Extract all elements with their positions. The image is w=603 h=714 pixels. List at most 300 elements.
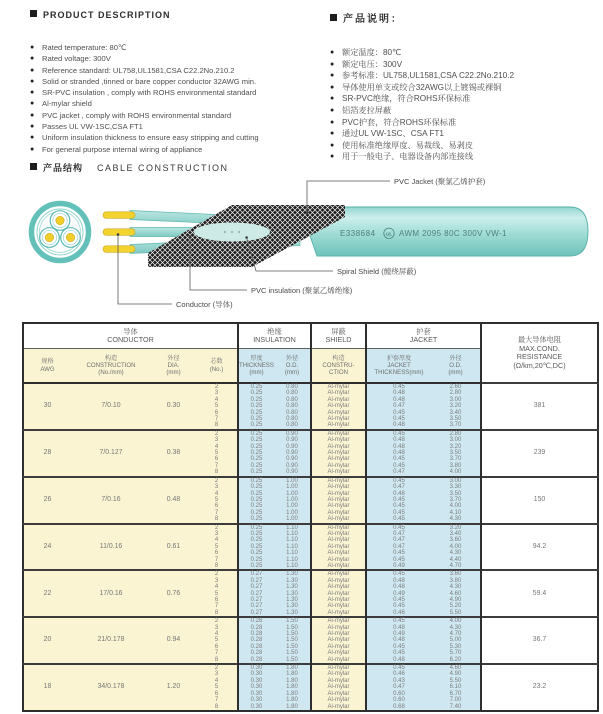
product-notes-title-text: 产品说明： — [343, 14, 403, 25]
resistance-cell: 381 — [481, 383, 598, 430]
ins-thickness-cell: 0.28 — [238, 637, 274, 643]
jacket-od-cell: 3.60 — [431, 570, 481, 577]
cores-cell: 2 — [196, 383, 238, 390]
shield-cell: Al-mylar — [311, 617, 366, 624]
ins-od-cell: 1.00 — [274, 497, 311, 503]
group-label-zh: 导体 — [123, 326, 138, 336]
jacket-od-cell: 3.50 — [431, 416, 481, 422]
jacket-od-cell: 3.70 — [431, 456, 481, 462]
ins-od-cell: 0.80 — [274, 416, 311, 422]
ins-thickness-cell: 0.25 — [238, 557, 274, 563]
jacket-thickness-cell: 0.48 — [366, 637, 431, 643]
ins-od-cell: 0.90 — [274, 437, 311, 443]
ins-thickness-cell: 0.25 — [238, 491, 274, 497]
ins-od-cell: 0.90 — [274, 444, 311, 450]
header-line: O.D. — [449, 361, 462, 369]
cores-cell: 7 — [196, 650, 238, 656]
header-line: (Ω/km,20℃,DC) — [513, 360, 566, 370]
subheader-ins-od — [274, 349, 311, 384]
bullet-item: ● 用于一般电子、电器设备内部连接线 — [330, 151, 598, 163]
jacket-od-cell: 3.40 — [431, 410, 481, 416]
ins-thickness-cell: 0.25 — [238, 537, 274, 543]
ins-thickness-cell: 0.30 — [238, 704, 274, 711]
header-line: CONSTRUCTION — [86, 361, 136, 369]
shield-cell: Al-mylar — [311, 644, 366, 650]
jacket-od-cell: 5.00 — [431, 637, 481, 643]
cores-cell: 5 — [196, 497, 238, 503]
dia-cell: 0.38 — [151, 430, 196, 477]
jacket-od-cell: 3.30 — [431, 484, 481, 490]
jacket-thickness-cell: 0.47 — [366, 531, 431, 537]
awg-cell: 28 — [23, 430, 71, 477]
bullet-item: ● Reference standard: UL758,UL1581,CSA C22.2No.210.2 — [30, 65, 322, 76]
jacket-od-cell: 4.30 — [431, 625, 481, 631]
dia-cell: 1.20 — [151, 664, 196, 711]
ins-od-cell: 1.80 — [274, 691, 311, 697]
shield-cell: Al-mylar — [311, 390, 366, 396]
header-line: CONSTRU- — [322, 361, 355, 369]
cores-cell: 5 — [196, 591, 238, 597]
header-line: THICKNESS — [239, 361, 274, 369]
wire-dot — [231, 231, 233, 233]
cores-cell: 3 — [196, 578, 238, 584]
construction-section-title — [30, 161, 229, 174]
cores-cell: 8 — [196, 610, 238, 617]
cores-cell: 5 — [196, 450, 238, 456]
resistance-cell: 150 — [481, 477, 598, 524]
jacket-thickness-cell: 0.48 — [366, 422, 431, 429]
group-label-zh: 护套 — [416, 326, 431, 336]
ul-logo-text: UL — [385, 231, 393, 237]
resistance-cell: 239 — [481, 430, 598, 477]
group-header-shield — [311, 323, 366, 349]
cores-cell: 4 — [196, 631, 238, 637]
jacket-od-cell: 4.30 — [431, 516, 481, 523]
shield-cell: Al-mylar — [311, 450, 366, 456]
jacket-od-cell: 5.30 — [431, 644, 481, 650]
bullet-item: ● 铝箔麦拉屏蔽 — [330, 105, 598, 117]
group-label-en: INSULATION — [253, 335, 296, 344]
shield-cell: Al-mylar — [311, 477, 366, 484]
ins-thickness-cell: 0.30 — [238, 684, 274, 690]
leader-dot — [117, 233, 120, 236]
shield-cell: Al-mylar — [311, 697, 366, 703]
jacket-thickness-cell: 0.43 — [366, 678, 431, 684]
ins-thickness-cell: 0.28 — [238, 644, 274, 650]
header-line: JACKET — [387, 361, 411, 369]
jacket-od-cell: 3.00 — [431, 397, 481, 403]
ins-od-cell: 1.50 — [274, 637, 311, 643]
shield-cell: Al-mylar — [311, 430, 366, 437]
jacket-thickness-cell: 0.47 — [366, 484, 431, 490]
cores-cell: 5 — [196, 684, 238, 690]
jacket-thickness-cell: 0.47 — [366, 403, 431, 409]
header-line: 构造 — [332, 354, 345, 362]
cores-cell: 8 — [196, 422, 238, 429]
ins-od-cell: 1.30 — [274, 578, 311, 584]
jacket-thickness-cell: 0.45 — [366, 463, 431, 469]
ins-od-cell: 1.50 — [274, 631, 311, 637]
jacket-thickness-cell: 0.47 — [366, 684, 431, 690]
cores-cell: 2 — [196, 430, 238, 437]
ins-thickness-cell: 0.25 — [238, 503, 274, 509]
ins-od-cell: 0.90 — [274, 430, 311, 437]
ins-thickness-cell: 0.30 — [238, 671, 274, 677]
shield-cell: Al-mylar — [311, 397, 366, 403]
group-label-zh: 绝缘 — [267, 326, 282, 336]
dia-cell: 0.76 — [151, 570, 196, 617]
shield-cell: Al-mylar — [311, 444, 366, 450]
cores-cell: 5 — [196, 544, 238, 550]
square-bullet-icon — [30, 10, 37, 17]
resistance-cell: 94.2 — [481, 524, 598, 571]
leader-dot — [245, 236, 248, 239]
cores-cell: 6 — [196, 597, 238, 603]
ins-thickness-cell: 0.25 — [238, 477, 274, 484]
jacket-thickness-cell: 0.45 — [366, 497, 431, 503]
jacket-od-cell: 3.80 — [431, 578, 481, 584]
ins-od-cell: 1.80 — [274, 684, 311, 690]
jacket-thickness-cell: 0.45 — [366, 477, 431, 484]
jacket-od-cell: 3.70 — [431, 422, 481, 429]
resistance-cell: 36.7 — [481, 617, 598, 664]
subheader-cores — [196, 349, 238, 384]
shield-cell: Al-mylar — [311, 684, 366, 690]
jacket-thickness-cell: 0.45 — [366, 650, 431, 656]
conductor-tip — [103, 246, 135, 253]
jacket-od-cell: 4.10 — [431, 510, 481, 516]
jacket-thickness-cell: 0.46 — [366, 671, 431, 677]
ins-thickness-cell: 0.25 — [238, 390, 274, 396]
ins-thickness-cell: 0.28 — [238, 650, 274, 656]
ins-od-cell: 1.80 — [274, 704, 311, 711]
jacket-od-cell: 3.40 — [431, 531, 481, 537]
ins-od-cell: 1.00 — [274, 510, 311, 516]
ins-thickness-cell: 0.27 — [238, 603, 274, 609]
cores-cell: 7 — [196, 463, 238, 469]
cores-cell: 2 — [196, 477, 238, 484]
jacket-thickness-cell: 0.45 — [366, 617, 431, 624]
jacket-thickness-cell: 0.47 — [366, 537, 431, 543]
cores-cell: 3 — [196, 484, 238, 490]
ins-od-cell: 1.50 — [274, 625, 311, 631]
bullet-item: ● 额定电压：300V — [330, 59, 598, 71]
bullet-item: ● SR-PVC绝缘，符合ROHS环保标准 — [330, 93, 598, 105]
ins-od-cell: 1.00 — [274, 491, 311, 497]
ins-thickness-cell: 0.27 — [238, 578, 274, 584]
jacket-thickness-cell: 0.45 — [366, 664, 431, 671]
ins-od-cell: 1.80 — [274, 671, 311, 677]
awg-cell: 26 — [23, 477, 71, 524]
cross-section-core — [50, 211, 70, 231]
cores-cell: 3 — [196, 390, 238, 396]
jacket-thickness-cell: 0.48 — [366, 584, 431, 590]
dia-cell: 0.94 — [151, 617, 196, 664]
shield-cell: Al-mylar — [311, 491, 366, 497]
cores-cell: 2 — [196, 617, 238, 624]
jacket-od-cell: 5.50 — [431, 610, 481, 617]
bullet-item: ● Rated voltage: 300V — [30, 53, 322, 64]
jacket-od-cell: 4.30 — [431, 584, 481, 590]
resistance-cell: 59.4 — [481, 570, 598, 617]
label-conductor: Conductor (导体) — [176, 299, 233, 309]
ins-od-cell: 1.10 — [274, 531, 311, 537]
jacket-od-cell: 3.20 — [431, 524, 481, 531]
awg-cell: 24 — [23, 524, 71, 571]
shield-cell: Al-mylar — [311, 584, 366, 590]
header-line: THICKNESS(mm) — [374, 369, 424, 377]
product-description-title — [30, 10, 322, 20]
ins-od-cell: 0.80 — [274, 410, 311, 416]
dia-cell: 0.48 — [151, 477, 196, 524]
ins-od-cell: 1.00 — [274, 516, 311, 523]
ins-od-cell: 1.50 — [274, 617, 311, 624]
bullet-item: ● PVC护套，符合ROHS环保标准 — [330, 117, 598, 129]
conductor-tip — [103, 212, 135, 219]
ins-thickness-cell: 0.27 — [238, 570, 274, 577]
cores-cell: 4 — [196, 584, 238, 590]
header-line: (No./mm) — [98, 369, 124, 377]
cores-cell: 2 — [196, 664, 238, 671]
jacket-thickness-cell: 0.48 — [366, 397, 431, 403]
jacket-thickness-cell: 0.48 — [366, 578, 431, 584]
header-line: 厚度 — [250, 354, 263, 362]
jacket-thickness-cell: 0.49 — [366, 563, 431, 570]
ins-thickness-cell: 0.25 — [238, 531, 274, 537]
bullet-item: ● Solid or stranded ,tinned or bare copper conductor 32AWG min. — [30, 76, 322, 87]
cores-cell: 8 — [196, 563, 238, 570]
label-jacket: PVC Jacket (聚氯乙烯护套) — [394, 177, 486, 186]
ins-od-cell: 1.10 — [274, 544, 311, 550]
jacket-od-cell: 4.00 — [431, 503, 481, 509]
jacket-od-cell: 3.50 — [431, 450, 481, 456]
wire-dot — [224, 231, 226, 233]
ins-od-cell: 1.10 — [274, 550, 311, 556]
ins-od-cell: 1.50 — [274, 650, 311, 656]
shield-cell: Al-mylar — [311, 578, 366, 584]
shield-cell: Al-mylar — [311, 637, 366, 643]
cores-cell: 6 — [196, 503, 238, 509]
cores-cell: 2 — [196, 524, 238, 531]
jacket-thickness-cell: 0.45 — [366, 510, 431, 516]
shield-cell: Al-mylar — [311, 664, 366, 671]
ins-od-cell: 0.90 — [274, 456, 311, 462]
bullet-item: ● 导体使用单支或绞合32AWG以上镀锡或裸铜 — [330, 82, 598, 94]
group-header-insulation — [238, 323, 311, 349]
jacket-thickness-cell: 0.45 — [366, 416, 431, 422]
ins-od-cell: 1.00 — [274, 484, 311, 490]
jacket-thickness-cell: 0.48 — [366, 491, 431, 497]
cores-cell: 7 — [196, 697, 238, 703]
ins-thickness-cell: 0.28 — [238, 657, 274, 664]
header-line: CTION — [329, 369, 348, 377]
product-notes-section — [330, 10, 598, 163]
jacket-od-cell: 6.70 — [431, 691, 481, 697]
ins-thickness-cell: 0.25 — [238, 456, 274, 462]
ins-thickness-cell: 0.25 — [238, 497, 274, 503]
shield-cell: Al-mylar — [311, 704, 366, 711]
ins-thickness-cell: 0.30 — [238, 678, 274, 684]
ins-od-cell: 1.00 — [274, 477, 311, 484]
cores-cell: 6 — [196, 644, 238, 650]
header-line: 最大导体电阻 — [517, 335, 562, 344]
shield-cell: Al-mylar — [311, 625, 366, 631]
cores-cell: 8 — [196, 469, 238, 476]
cores-cell: 7 — [196, 557, 238, 563]
header-line: O.D. — [285, 361, 299, 369]
bullet-item: ● PVC jacket , comply with ROHS environmental standard — [30, 110, 322, 121]
cores-cell: 4 — [196, 537, 238, 543]
jacket-od-cell: 4.60 — [431, 664, 481, 671]
ins-thickness-cell: 0.30 — [238, 664, 274, 671]
dia-cell: 0.30 — [151, 383, 196, 430]
shield-cell: Al-mylar — [311, 456, 366, 462]
shield-cell: Al-mylar — [311, 503, 366, 509]
jacket-od-cell: 4.70 — [431, 563, 481, 570]
ins-thickness-cell: 0.25 — [238, 444, 274, 450]
group-label-en: SHIELD — [325, 335, 352, 344]
jacket-od-cell: 6.10 — [431, 684, 481, 690]
cores-cell: 8 — [196, 657, 238, 664]
shield-cell: Al-mylar — [311, 650, 366, 656]
ins-thickness-cell: 0.27 — [238, 610, 274, 617]
ins-thickness-cell: 0.25 — [238, 450, 274, 456]
ins-od-cell: 1.00 — [274, 503, 311, 509]
header-line: (mm) — [448, 369, 463, 377]
jacket-thickness-cell: 0.46 — [366, 610, 431, 617]
shield-cell: Al-mylar — [311, 403, 366, 409]
square-bullet-icon — [30, 163, 37, 170]
cores-cell: 3 — [196, 437, 238, 443]
jacket-od-cell: 3.20 — [431, 403, 481, 409]
dia-cell: 0.61 — [151, 524, 196, 571]
construction-cell: 34/0.178 — [71, 664, 151, 711]
ins-thickness-cell: 0.25 — [238, 397, 274, 403]
jacket-thickness-cell: 0.47 — [366, 544, 431, 550]
cores-cell: 4 — [196, 678, 238, 684]
shield-cell: Al-mylar — [311, 550, 366, 556]
jacket-od-cell: 4.30 — [431, 550, 481, 556]
shield-cell: Al-mylar — [311, 469, 366, 476]
group-header-conductor — [23, 323, 238, 349]
jacket-thickness-cell: 0.45 — [366, 410, 431, 416]
jacket-thickness-cell: 0.45 — [366, 503, 431, 509]
cores-cell: 3 — [196, 625, 238, 631]
shield-cell: Al-mylar — [311, 597, 366, 603]
jacket-od-cell: 3.80 — [431, 463, 481, 469]
ins-od-cell: 1.10 — [274, 524, 311, 531]
construction-cell: 7/0.10 — [71, 383, 151, 430]
awg-cell: 18 — [23, 664, 71, 711]
header-line: 外径 — [285, 354, 299, 362]
jacket-od-cell: 4.00 — [431, 544, 481, 550]
marking-cert-text: E338684 — [340, 229, 376, 238]
product-notes-list — [330, 47, 598, 163]
shield-cell: Al-mylar — [311, 510, 366, 516]
ins-od-cell: 1.10 — [274, 537, 311, 543]
shield-cell: Al-mylar — [311, 497, 366, 503]
group-header-jacket — [366, 323, 481, 349]
subheader-shield-construction — [311, 349, 366, 384]
jacket-od-cell: 4.90 — [431, 671, 481, 677]
jacket-thickness-cell: 0.45 — [366, 644, 431, 650]
ins-od-cell: 1.10 — [274, 557, 311, 563]
jacket-od-cell: 4.00 — [431, 617, 481, 624]
product-description-section — [30, 10, 322, 155]
product-description-list — [30, 42, 322, 155]
ins-od-cell: 0.90 — [274, 463, 311, 469]
shield-cell: Al-mylar — [311, 383, 366, 390]
cores-cell: 4 — [196, 444, 238, 450]
jacket-thickness-cell: 0.60 — [366, 697, 431, 703]
product-description-title-text: PRODUCT DESCRIPTION — [43, 10, 171, 20]
shield-cell: Al-mylar — [311, 631, 366, 637]
ins-thickness-cell: 0.25 — [238, 524, 274, 531]
jacket-thickness-cell: 0.48 — [366, 390, 431, 396]
cores-cell: 4 — [196, 491, 238, 497]
product-notes-title — [330, 10, 598, 25]
construction-cell: 11/0.16 — [71, 524, 151, 571]
cores-cell: 2 — [196, 570, 238, 577]
ins-thickness-cell: 0.25 — [238, 422, 274, 429]
jacket-thickness-cell: 0.60 — [366, 691, 431, 697]
resistance-header — [481, 323, 598, 383]
header-line: 外径 — [167, 354, 180, 362]
header-line: MAX.COND. — [519, 343, 560, 353]
jacket-thickness-cell: 0.48 — [366, 437, 431, 443]
ins-thickness-cell: 0.28 — [238, 631, 274, 637]
jacket-od-cell: 5.50 — [431, 678, 481, 684]
shield-cell: Al-mylar — [311, 437, 366, 443]
jacket-od-cell: 3.00 — [431, 477, 481, 484]
ins-od-cell: 1.30 — [274, 610, 311, 617]
bullet-item: ● SR-PVC insulation , comply with ROHS environmental standard — [30, 87, 322, 98]
jacket-od-cell: 3.20 — [431, 444, 481, 450]
resistance-cell: 23.2 — [481, 664, 598, 711]
bullet-item: ● 使用标准绝缘厚度、易裁线、易剥皮 — [330, 140, 598, 152]
ins-thickness-cell: 0.30 — [238, 691, 274, 697]
construction-cell: 21/0.178 — [71, 617, 151, 664]
jacket-od-cell: 3.70 — [431, 497, 481, 503]
header-line: DIA. — [167, 361, 180, 369]
jacket-thickness-cell: 0.45 — [366, 570, 431, 577]
shield-cell: Al-mylar — [311, 557, 366, 563]
spec-table — [22, 322, 599, 712]
ins-od-cell: 1.30 — [274, 603, 311, 609]
ins-od-cell: 0.80 — [274, 390, 311, 396]
ins-thickness-cell: 0.28 — [238, 617, 274, 624]
label-shield: Spiral Shield (缠绕屏蔽) — [337, 266, 417, 276]
cores-cell: 7 — [196, 603, 238, 609]
awg-cell: 30 — [23, 383, 71, 430]
ins-thickness-cell: 0.25 — [238, 484, 274, 490]
construction-cell: 7/0.127 — [71, 430, 151, 477]
jacket-od-cell: 2.80 — [431, 430, 481, 437]
subheader-ins-thickness — [238, 349, 274, 384]
leader-dot — [189, 235, 192, 238]
awg-cell: 22 — [23, 570, 71, 617]
shield-cell: Al-mylar — [311, 516, 366, 523]
cable-construction-diagram — [0, 175, 603, 321]
ins-od-cell: 1.10 — [274, 563, 311, 570]
cores-cell: 6 — [196, 410, 238, 416]
group-label-zh: 屏蔽 — [331, 326, 346, 336]
jacket-thickness-cell: 0.45 — [366, 557, 431, 563]
ins-od-cell: 1.50 — [274, 657, 311, 664]
cores-cell: 4 — [196, 397, 238, 403]
jacket-thickness-cell: 0.49 — [366, 591, 431, 597]
header-line: (mm) — [249, 369, 264, 377]
